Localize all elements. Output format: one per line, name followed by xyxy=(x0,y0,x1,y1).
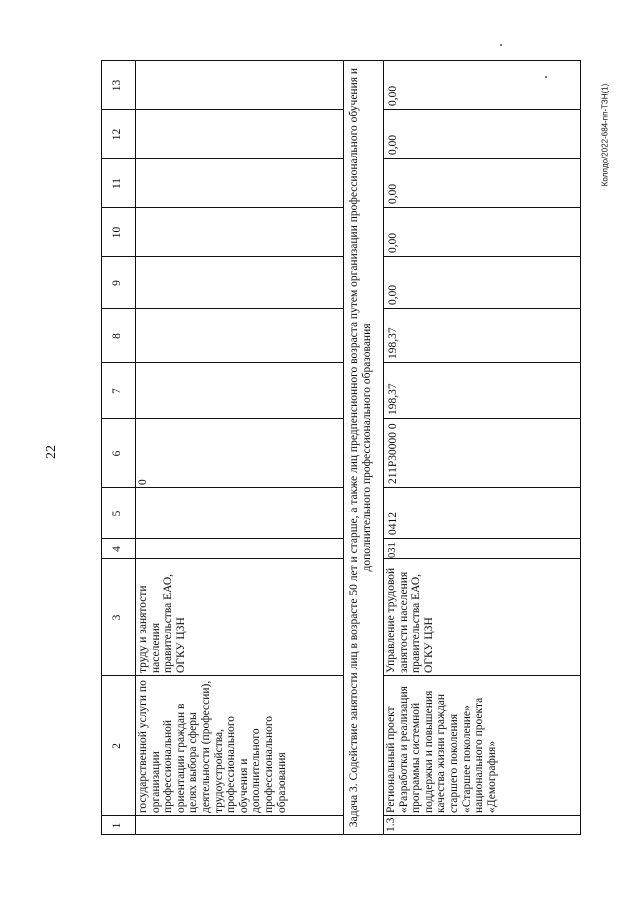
amount-year: 0,00 xyxy=(387,183,399,204)
amount-total: 198,37 xyxy=(387,383,399,415)
amount-year: 0,00 xyxy=(387,85,399,106)
header-cell: 11 xyxy=(111,177,123,190)
amount-year: 198,37 xyxy=(387,327,399,359)
amount-year: 0,00 xyxy=(387,232,399,253)
table-container xyxy=(101,60,581,835)
header-cell: 8 xyxy=(111,333,123,339)
header-cell: 1 xyxy=(111,822,123,829)
continued-description: государственной услуги по организации профессиональной ориентации граждан в целях выбора сферы деятельности (профессии), трудоустройства, профессионального обучения и дополнительного профессионального образования xyxy=(137,680,288,813)
amount-year: 0,00 xyxy=(387,134,399,155)
header-cell: 13 xyxy=(111,79,123,92)
code-section: 0412 xyxy=(387,512,399,535)
header-cell: 5 xyxy=(111,510,123,517)
header-cell: 9 xyxy=(111,280,123,286)
budget-table xyxy=(101,60,581,835)
code-target: 211P30000 0 xyxy=(387,423,399,484)
row-number: 1.3 xyxy=(385,817,397,832)
header-cell: 2 xyxy=(111,743,123,749)
header-cell: 3 xyxy=(111,614,123,621)
continued-executor: труду и занятости населения правительства ЕАО, ОГКУ ЦЗН xyxy=(137,573,187,673)
amount-year: 0,00 xyxy=(387,284,399,305)
code-grbs: 031 xyxy=(387,542,398,558)
header-cell: 10 xyxy=(111,226,123,239)
document-stamp: Коллдо/2022-684-пп-ТЗН(1) xyxy=(600,83,610,187)
executor: Управление трудовой занятости населения правительства ЕАО, ОГКУ ЦЗН xyxy=(385,567,435,673)
continued-code-tail: 0 xyxy=(137,479,149,485)
project-description: Региональный проект «Разработка и реализация программы системной поддержки и повышения качества жизни граждан старшего поколения «Старшее поколение» национального проекта «Демография» xyxy=(385,686,498,813)
header-cell: 6 xyxy=(111,450,123,457)
scan-speck xyxy=(500,44,502,46)
task-heading: Задача 3. Содействие занятости лиц в возрасте 50 лет и старше, а также лиц предпенсионного возраста путем организации профессионального обучения и дополнительного профессионального образования xyxy=(348,67,373,828)
page-number: 22 xyxy=(44,445,59,459)
header-cell: 4 xyxy=(111,546,123,552)
header-cell: 7 xyxy=(111,388,123,394)
header-cell: 12 xyxy=(111,128,123,141)
